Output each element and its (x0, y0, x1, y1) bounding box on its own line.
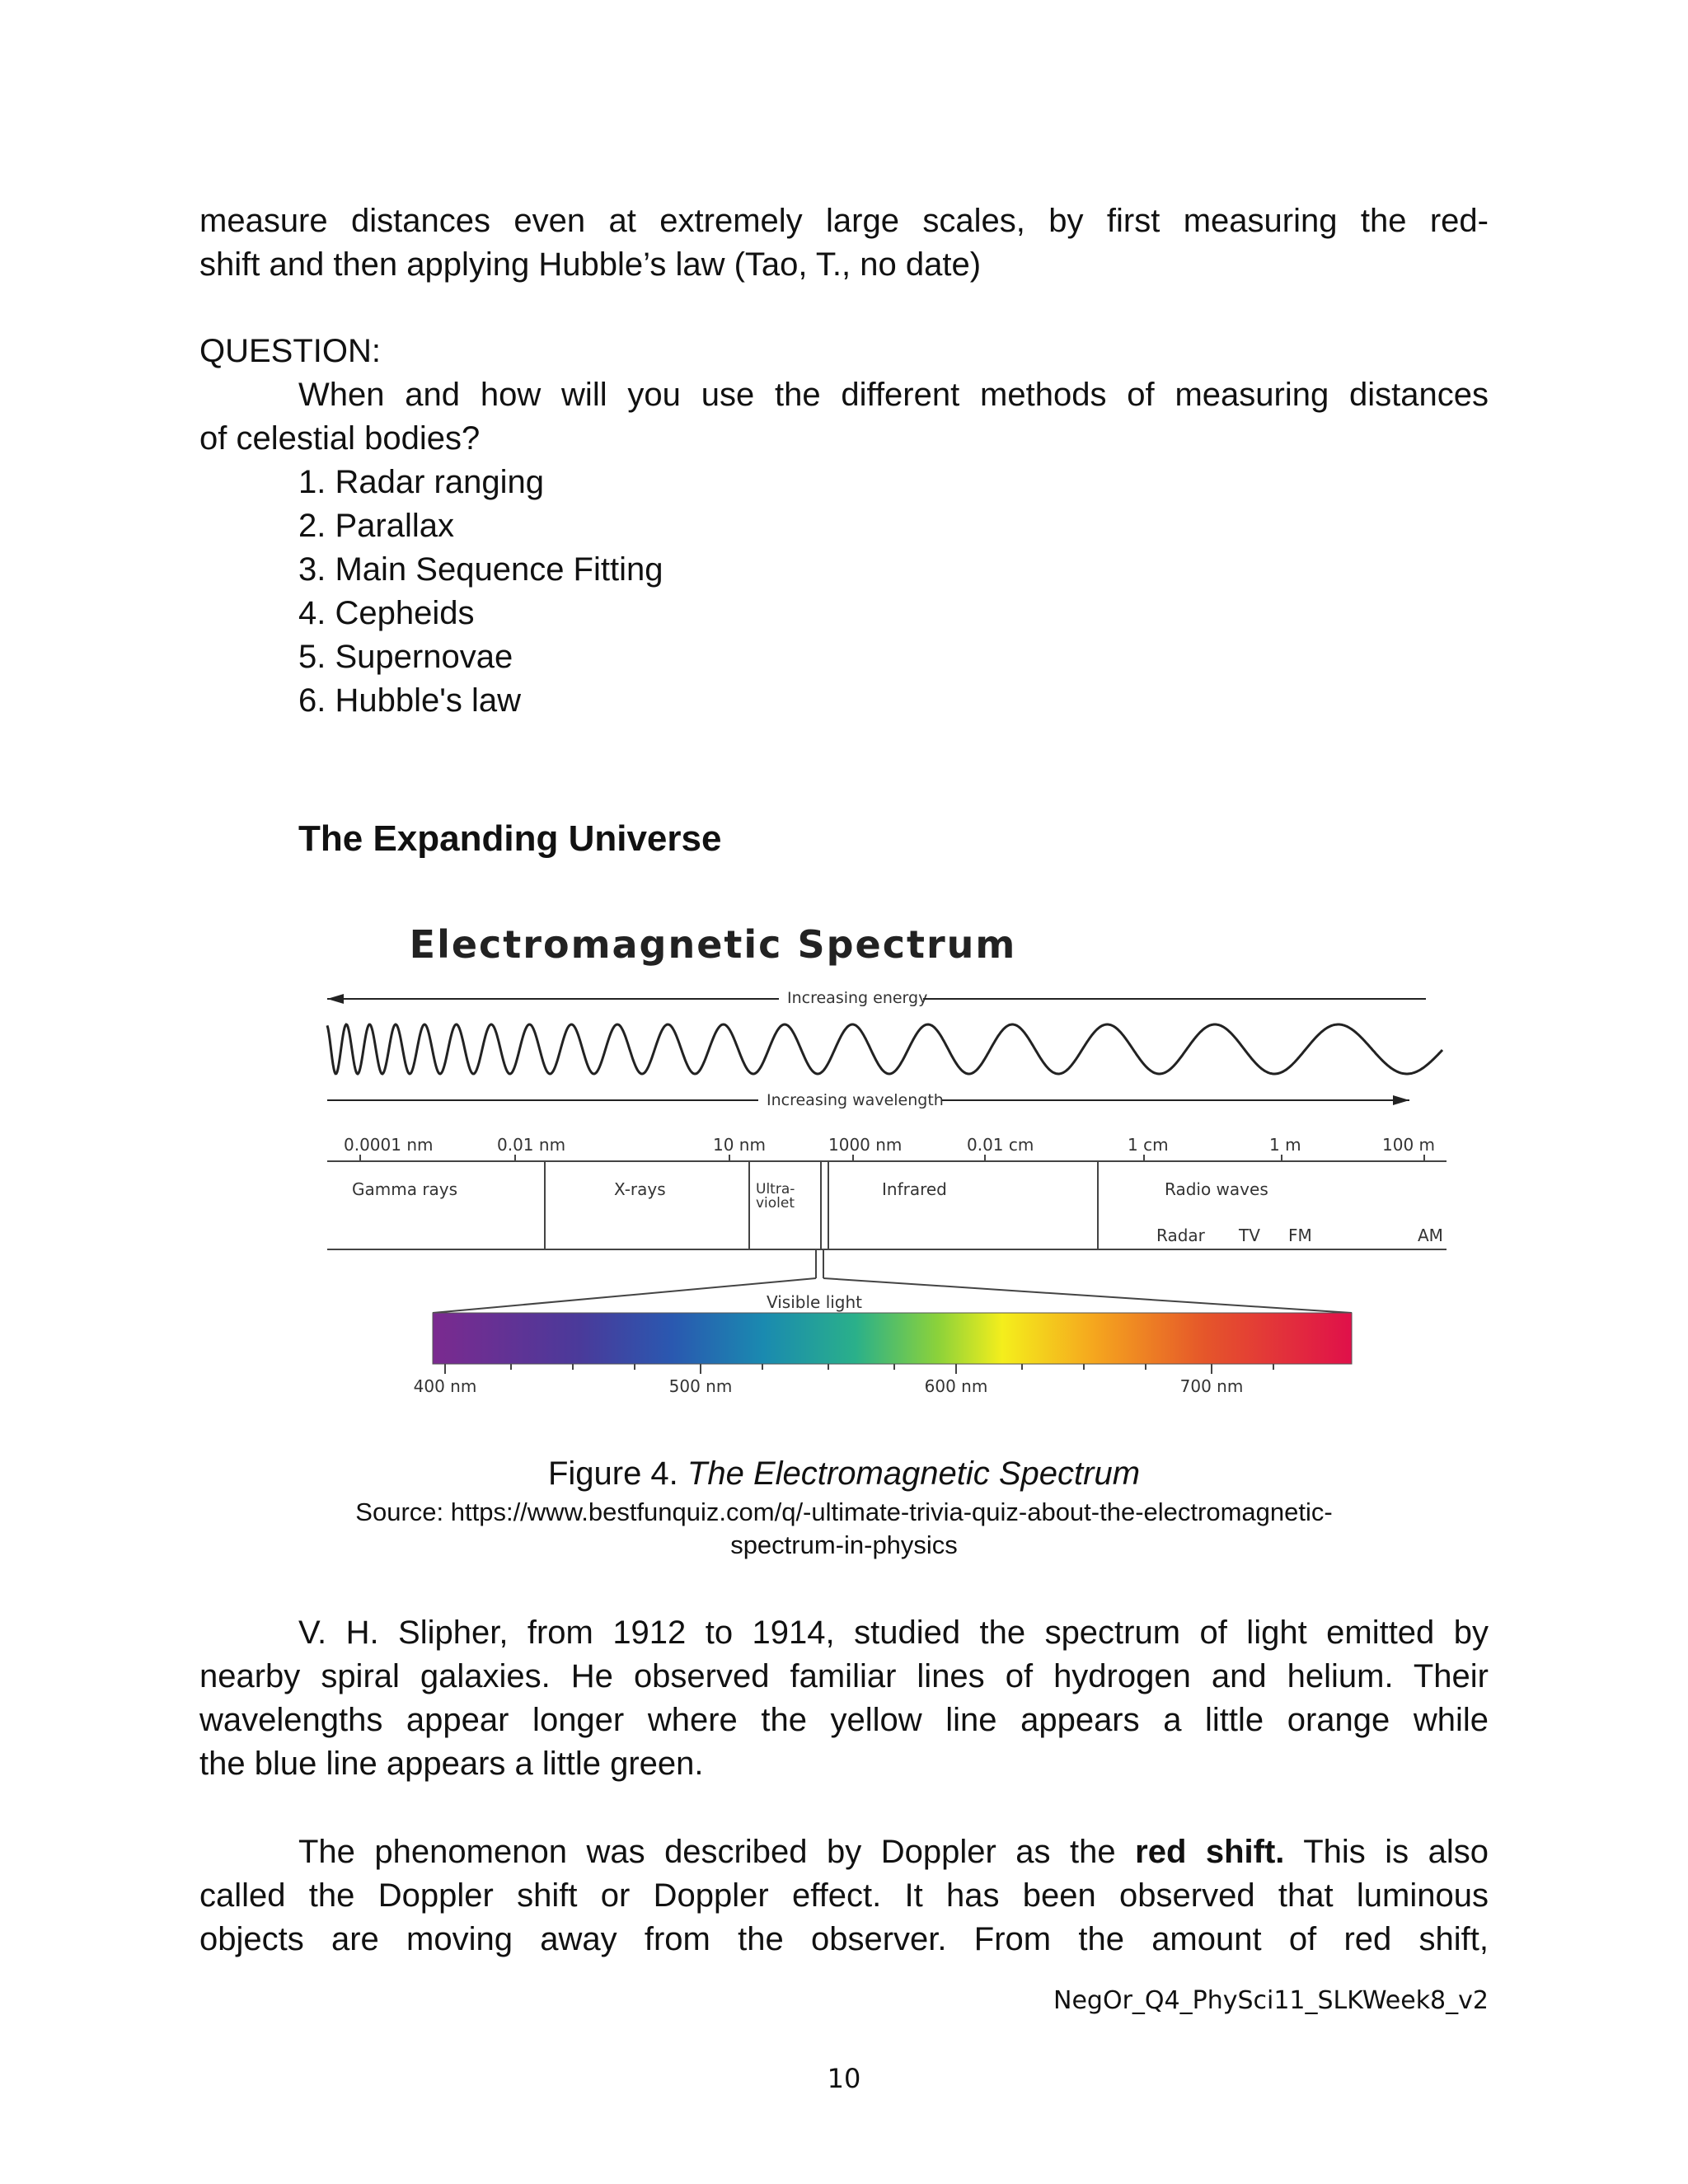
page-number: 10 (827, 2063, 861, 2094)
band-uv-2: violet (756, 1195, 795, 1212)
band-uv-1: Ultra- (756, 1181, 795, 1197)
scale-label: 10 nm (713, 1135, 766, 1155)
visible-tick: 500 nm (668, 1376, 733, 1396)
para2-line-2: called the Doppler shift or Doppler effect. It has been observed that luminous (199, 1877, 1489, 1914)
para2-text-c: This is also (1284, 1834, 1489, 1870)
section-heading: The Expanding Universe (298, 818, 722, 859)
caption-prefix: Figure 4. (547, 1455, 678, 1492)
band-radio: Radio waves (1165, 1179, 1268, 1199)
scale-label: 1000 nm (828, 1135, 903, 1155)
band-gamma: Gamma rays (352, 1179, 458, 1199)
visible-tick: 700 nm (1179, 1376, 1244, 1396)
para1-line-4: the blue line appears a little green. (199, 1746, 704, 1782)
question-label: QUESTION: (199, 333, 382, 369)
band-infrared: Infrared (882, 1179, 947, 1199)
source-line-2: spectrum-in-physics (730, 1530, 958, 1559)
visible-spectrum-bar (433, 1313, 1352, 1364)
visible-light-label: Visible light (767, 1292, 863, 1312)
para1-line-3: wavelengths appear longer where the yellow line appears a little orange while (199, 1702, 1489, 1738)
visible-tick: 600 nm (924, 1376, 988, 1396)
methods-list (298, 461, 663, 723)
red-shift-term: red shift. (1135, 1834, 1285, 1870)
list-item: 2. Parallax (298, 508, 454, 544)
scale-label: 0.0001 nm (344, 1135, 434, 1155)
energy-label: Increasing energy (787, 989, 928, 1007)
slipher-paragraph (199, 1611, 1489, 1786)
list-item: 4. Cepheids (298, 595, 475, 631)
list-item: 5. Supernovae (298, 639, 513, 675)
caption-title: The Electromagnetic Spectrum (687, 1455, 1141, 1492)
source-line-1: Source: https://www.bestfunquiz.com/q/-ultimate-trivia-quiz-about-the-electromagnetic- (355, 1497, 1333, 1526)
scale-label: 0.01 nm (497, 1135, 566, 1155)
figure-source (0, 1496, 1688, 1562)
wave-graphic (327, 1024, 1442, 1074)
band-xrays: X-rays (614, 1179, 666, 1199)
radio-radar: Radar (1156, 1226, 1205, 1245)
question-block (199, 330, 1489, 461)
wavelength-label: Increasing wavelength (767, 1091, 944, 1109)
radio-fm: FM (1288, 1226, 1312, 1245)
scale-label: 1 m (1269, 1135, 1301, 1155)
scale-label: 100 m (1382, 1135, 1436, 1155)
para1-line-2: nearby spiral galaxies. He observed familiar lines of hydrogen and helium. Their (199, 1658, 1489, 1694)
list-item: 1. Radar ranging (298, 464, 544, 500)
para1-line-1: V. H. Slipher, from 1912 to 1914, studied the spectrum of light emitted by (298, 1615, 1489, 1651)
scale-label: 1 cm (1128, 1135, 1169, 1155)
para2-line-3: objects are moving away from the observer. From the amount of red shift, (199, 1921, 1489, 1957)
question-line-2: of celestial bodies? (199, 420, 481, 457)
intro-paragraph (199, 199, 1489, 287)
redshift-paragraph (199, 1830, 1489, 1961)
figure-title: Electromagnetic Spectrum (409, 922, 1017, 967)
intro-line-1: measure distances even at extremely large scales, by first measuring the red- (199, 203, 1489, 239)
visible-tick: 400 nm (413, 1376, 477, 1396)
em-spectrum-figure (317, 919, 1459, 1413)
radio-am: AM (1418, 1226, 1443, 1245)
question-line-1: When and how will you use the different methods of measuring distances (298, 377, 1489, 413)
figure-caption (0, 1452, 1688, 1495)
para2-line-1 (199, 1830, 1489, 1874)
para2-text-a: The phenomenon was described by Doppler as the (298, 1834, 1136, 1870)
list-item: 3. Main Sequence Fitting (298, 551, 663, 588)
footer-module-code: NegOr_Q4_PhySci11_SLKWeek8_v2 (1053, 1986, 1489, 2015)
scale-label: 0.01 cm (967, 1135, 1034, 1155)
intro-line-2: shift and then applying Hubble’s law (Tao, T., no date) (199, 246, 982, 283)
radio-tv: TV (1239, 1226, 1260, 1245)
list-item: 6. Hubble's law (298, 682, 521, 719)
